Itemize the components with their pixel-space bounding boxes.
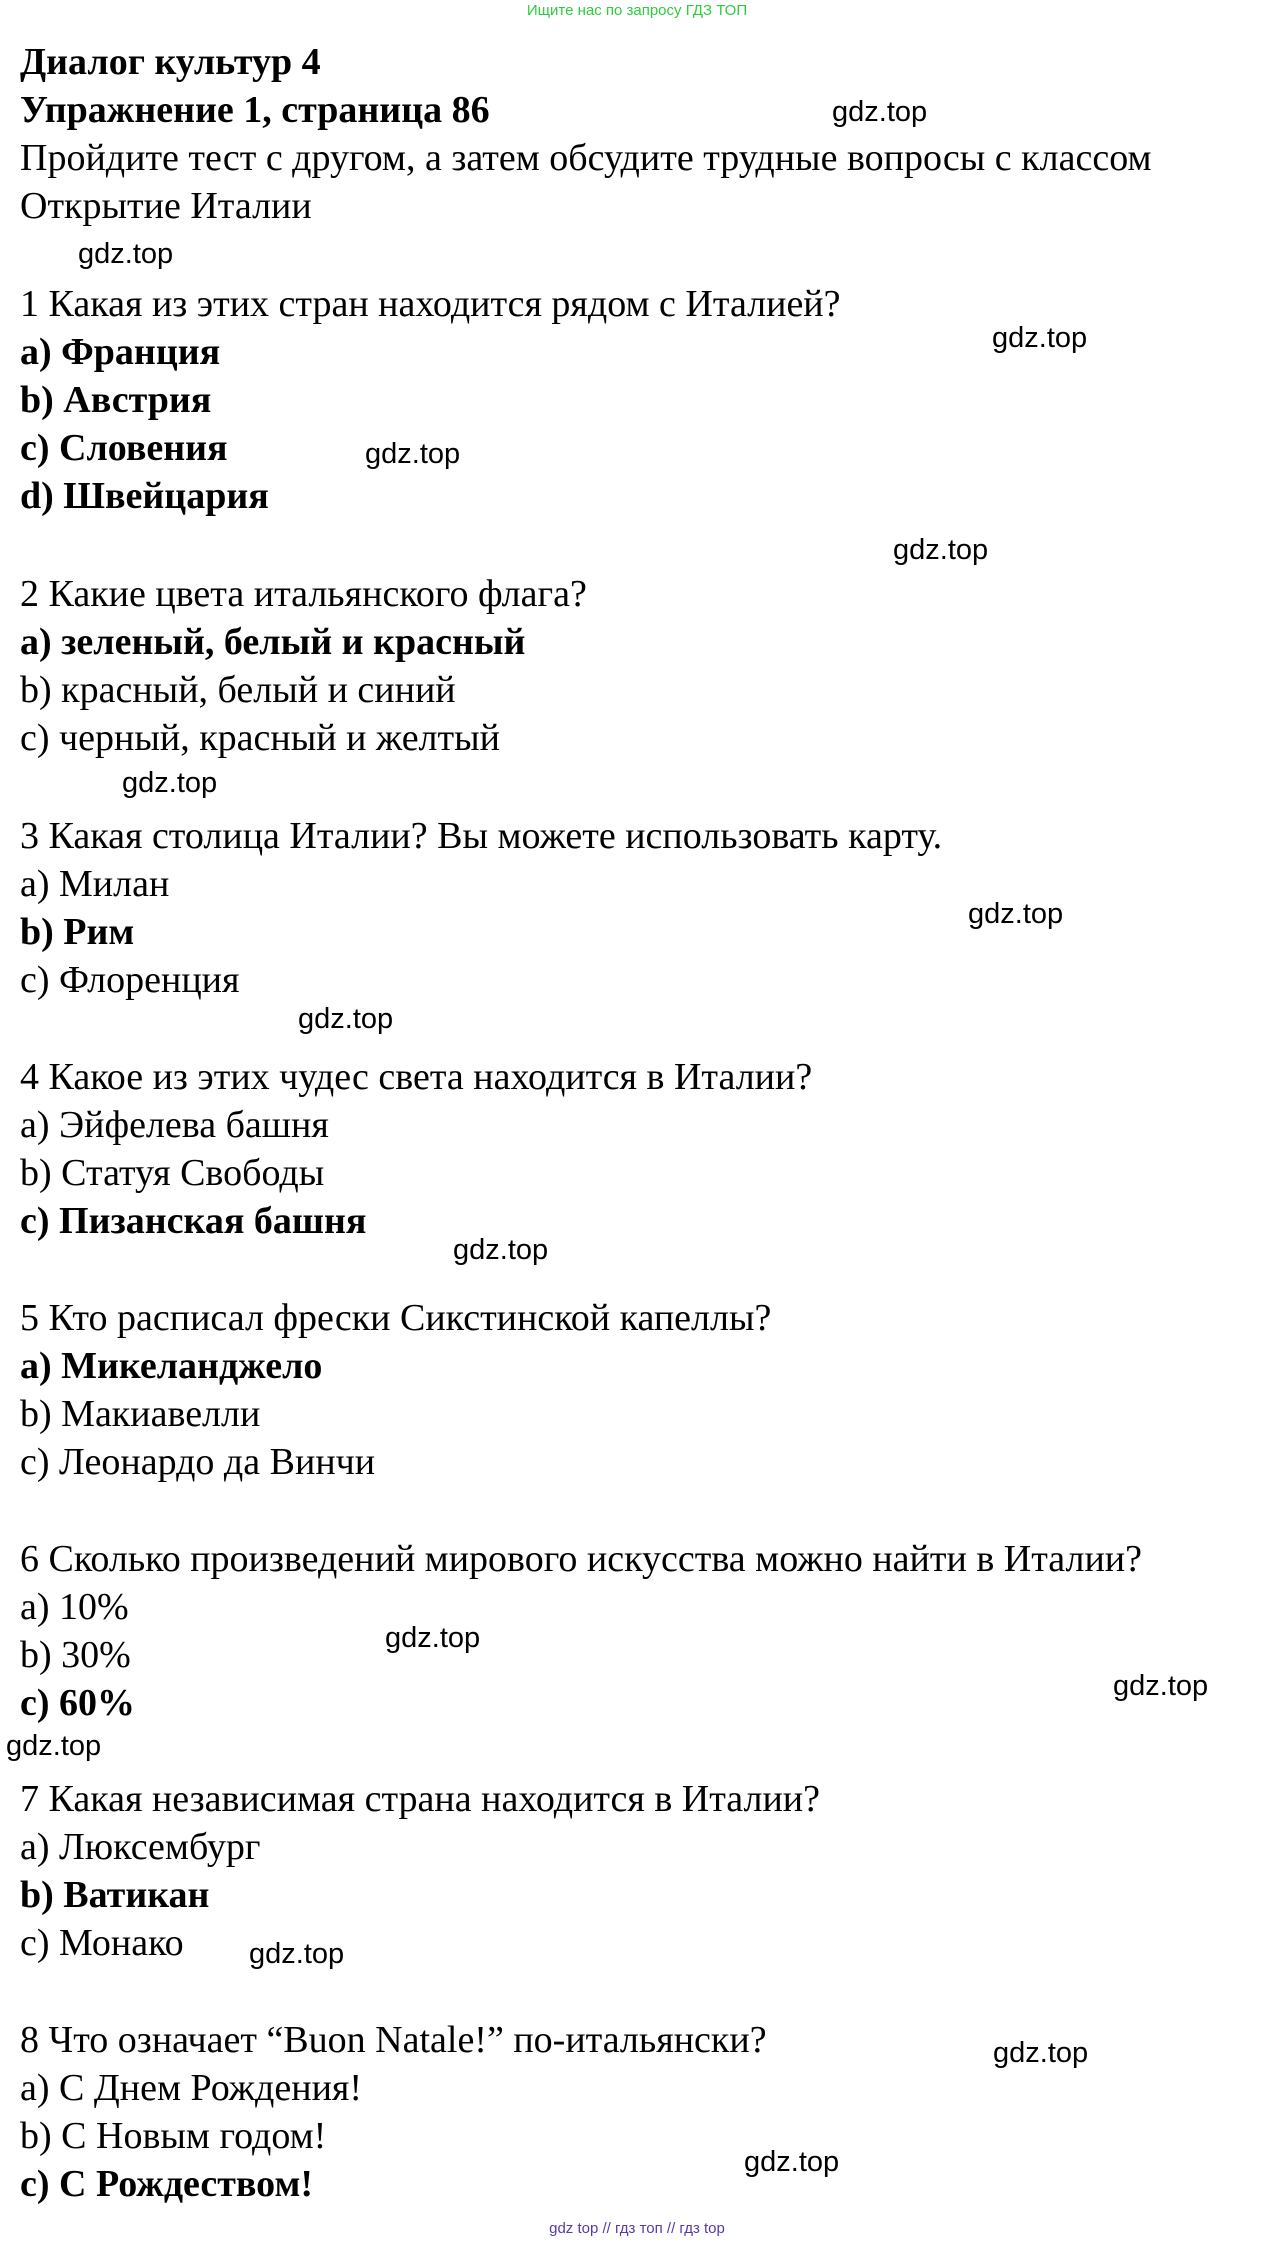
answer-option: c) Словения	[20, 427, 228, 469]
answer-option: c) Флоренция	[20, 959, 240, 1001]
watermark: gdz.top	[832, 96, 928, 128]
answer-option: d) Швейцария	[20, 475, 269, 517]
answer-option: b) Рим	[20, 911, 135, 953]
answer-option: a) Микеланджело	[20, 1345, 323, 1387]
bottom-site-links[interactable]: gdz top // гдз топ // гдз top	[549, 2220, 725, 2237]
answer-option: c) Леонардо да Винчи	[20, 1441, 376, 1483]
answer-option: b) Ватикан	[20, 1874, 210, 1916]
page-title: Диалог культур 4	[20, 41, 321, 83]
answer-option: a) Милан	[20, 863, 170, 905]
watermark: gdz.top	[365, 438, 461, 470]
question-7: 7 Какая независимая страна находится в Италии?	[20, 1778, 821, 1820]
instruction-text: Пройдите тест с другом, а затем обсудите трудные вопросы с классом	[20, 137, 1152, 179]
question-5: 5 Кто расписал фрески Сикстинской капеллы?	[20, 1297, 772, 1339]
question-3: 3 Какая столица Италии? Вы можете использовать карту.	[20, 815, 943, 857]
watermark: gdz.top	[893, 534, 989, 566]
answer-option: c) 60%	[20, 1682, 136, 1724]
watermark: gdz.top	[1113, 1670, 1209, 1702]
answer-option: a) Эйфелева башня	[20, 1104, 329, 1146]
question-1: 1 Какая из этих стран находится рядом с Италией?	[20, 283, 841, 325]
answer-option: b) 30%	[20, 1634, 131, 1676]
question-2: 2 Какие цвета итальянского флага?	[20, 573, 587, 615]
answer-option: a) Люксембург	[20, 1826, 261, 1868]
watermark: gdz.top	[385, 1622, 481, 1654]
answer-option: a) Франция	[20, 331, 221, 373]
answer-option: c) Монако	[20, 1922, 184, 1964]
question-8: 8 Что означает “Buon Natale!” по-итальянски?	[20, 2019, 767, 2061]
watermark: gdz.top	[968, 898, 1064, 930]
watermark: gdz.top	[453, 1234, 549, 1266]
watermark: gdz.top	[298, 1003, 394, 1035]
answer-option: a) С Днем Рождения!	[20, 2067, 363, 2109]
answer-option: c) Пизанская башня	[20, 1200, 367, 1242]
answer-option: c) С Рождеством!	[20, 2163, 313, 2205]
answer-option: a) зеленый, белый и красный	[20, 621, 526, 663]
answer-option: b) Австрия	[20, 379, 212, 421]
answer-option: c) черный, красный и желтый	[20, 717, 500, 759]
exercise-subtitle: Упражнение 1, страница 86	[20, 89, 490, 131]
watermark: gdz.top	[993, 2037, 1089, 2069]
answer-option: b) Макиавелли	[20, 1393, 261, 1435]
watermark: gdz.top	[122, 767, 218, 799]
top-search-link[interactable]: Ищите нас по запросу ГДЗ ТОП	[526, 2, 748, 19]
answer-option: a) 10%	[20, 1586, 129, 1628]
question-6: 6 Сколько произведений мирового искусства можно найти в Италии?	[20, 1538, 1142, 1580]
answer-option: b) С Новым годом!	[20, 2115, 327, 2157]
topic-heading: Открытие Италии	[20, 185, 312, 227]
answer-option: b) Статуя Свободы	[20, 1152, 325, 1194]
watermark: gdz.top	[78, 238, 174, 270]
answer-option: b) красный, белый и синий	[20, 669, 456, 711]
question-4: 4 Какое из этих чудес света находится в Италии?	[20, 1056, 813, 1098]
watermark: gdz.top	[992, 322, 1088, 354]
watermark: gdz.top	[249, 1938, 345, 1970]
watermark: gdz.top	[6, 1730, 102, 1762]
watermark: gdz.top	[744, 2146, 840, 2178]
